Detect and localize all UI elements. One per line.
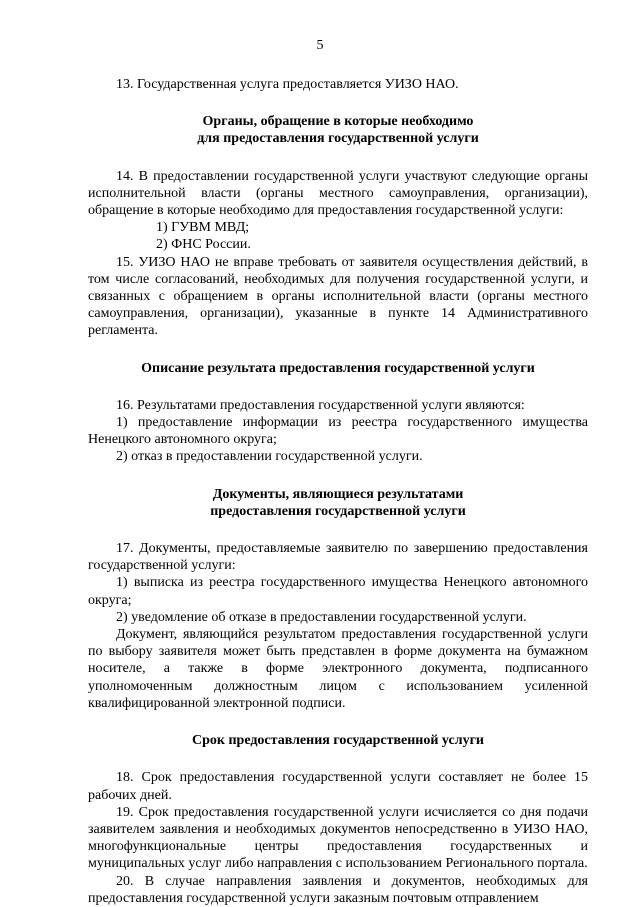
page-number: 5: [316, 38, 324, 53]
paragraph: Документ, являющийся результатом предоставления государственной услуги по выбору заявителя может быть представлен в форме документа на бумажном носителе, а также в форме электронного документа, подписанного уполномоченным должностным лицом с использованием усиленной квалифицированной электронной подписи.: [88, 627, 588, 711]
section-heading-line: Документы, являющиеся результатами: [212, 486, 464, 502]
section-heading: [88, 732, 588, 749]
list-item: 1) ГУВМ МВД;: [156, 220, 250, 236]
section-heading-line: Срок предоставления государственной услуги: [192, 733, 484, 749]
spacer: [88, 712, 588, 732]
paragraph: 2) уведомление об отказе в предоставлении государственной услуги.: [116, 609, 527, 625]
paragraph: 18. Срок предоставления государственной услуги составляет не более 15 рабочих дней.: [88, 770, 588, 803]
section-heading-line: для предоставления государственной услуги: [197, 131, 479, 147]
spacer: [88, 340, 588, 360]
spacer: [88, 377, 588, 397]
paragraph: 14. В предоставлении государственной услуги участвуют следующие органы исполнительной власти (органы местного самоуправления, организации), обращение в которые необходимо для предоставления государственной услуги:: [88, 168, 588, 219]
paragraph: 15. УИЗО НАО не вправе требовать от заявителя осуществления действий, в том числе согласований, необходимых для получения государственной услуги, и связанных с обращением в органы исполнительной власти (органы местного самоуправления, организации), указанные в пункте 14 Административного регламента.: [88, 254, 588, 339]
spacer: [88, 749, 588, 769]
spacer: [88, 93, 588, 113]
spacer: [88, 520, 588, 540]
section-heading: [88, 486, 588, 520]
paragraph: 13. Государственная услуга предоставляется УИЗО НАО.: [116, 77, 459, 92]
spacer: [88, 466, 588, 486]
section-heading-line: предоставления государственной услуги: [210, 503, 466, 519]
paragraph: 2) отказ в предоставлении государственной услуги.: [116, 449, 423, 465]
list-item: 2) ФНС России.: [156, 237, 251, 253]
paragraph: 16. Результатами предоставления государственной услуги являются:: [116, 397, 525, 413]
paragraph: 1) предоставление информации из реестра государственного имущества Ненецкого автономного округа;: [88, 415, 588, 448]
paragraph: 19. Срок предоставления государственной услуги исчисляется со дня подачи заявителем заявления и необходимых документов непосредственно в УИЗО НАО, многофункциональные центры предоставления государственных и муниципальных услуг либо направления с использованием Регионального портала.: [88, 804, 588, 872]
paragraph: 20. В случае направления заявления и документов, необходимых для предоставления государственной услуги заказным почтовым отправлением: [88, 873, 588, 906]
section-heading: [88, 360, 588, 377]
paragraph: 17. Документы, предоставляемые заявителю по завершению предоставления государственной услуги:: [88, 541, 588, 574]
section-heading-line: Органы, обращение в которые необходимо: [202, 114, 474, 130]
spacer: [88, 148, 588, 168]
section-heading-line: Описание результата предоставления государственной услуги: [141, 360, 535, 376]
document-body: [88, 76, 588, 907]
paragraph: 1) выписка из реестра государственного имущества Ненецкого автономного округа;: [88, 575, 588, 608]
section-heading: [88, 113, 588, 147]
